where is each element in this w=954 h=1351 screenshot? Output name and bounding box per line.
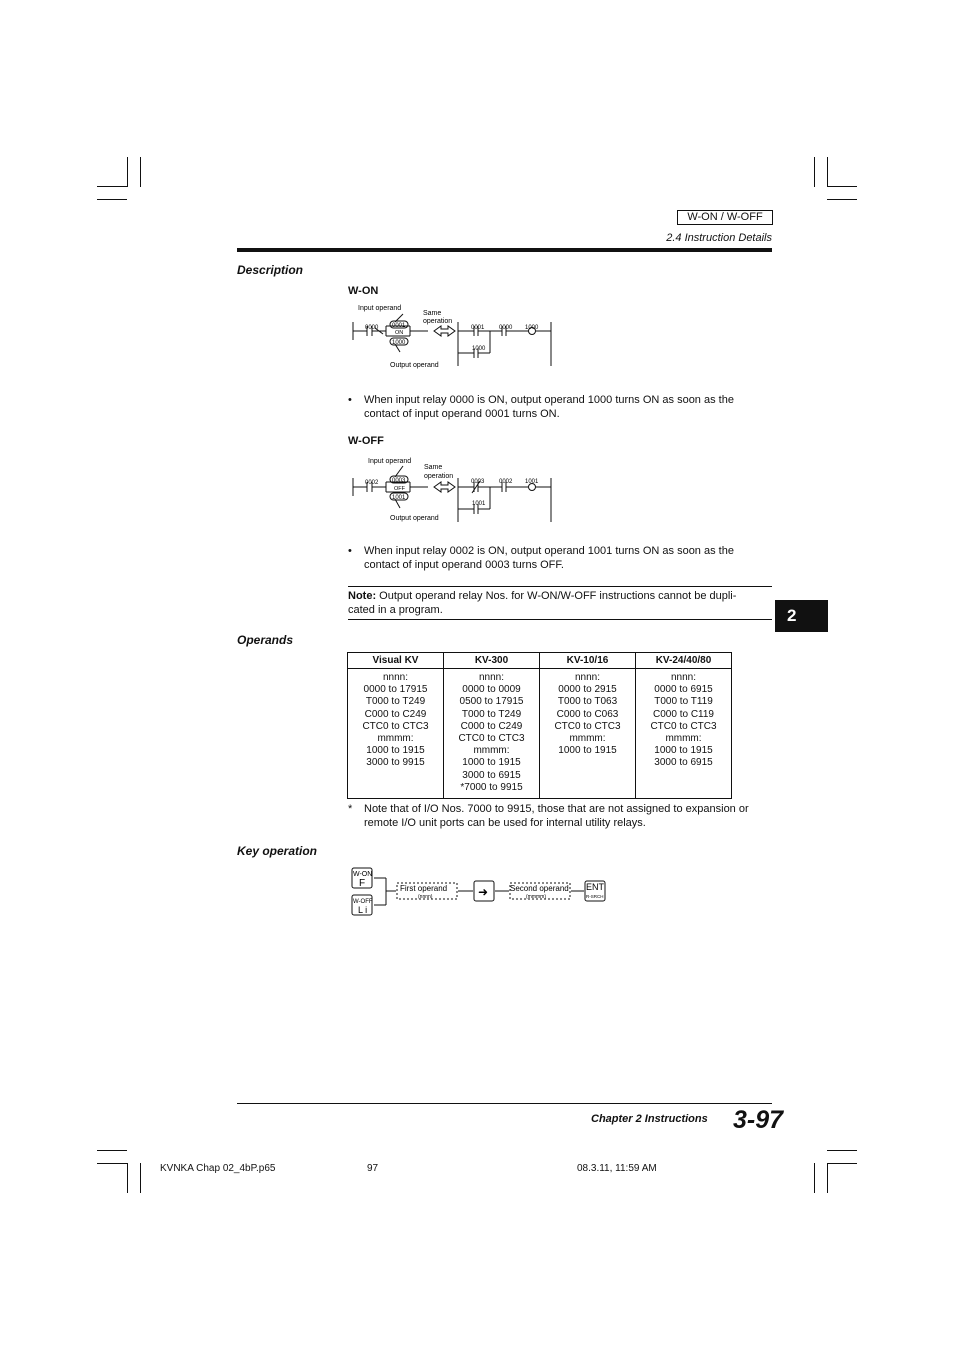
chapter-tab: 2 <box>775 600 828 632</box>
won-ladder-diagram <box>348 300 558 372</box>
key-ent-bottom: R-SRCH <box>586 894 604 899</box>
woff-eq-contact-1: 0003 <box>471 479 485 485</box>
first-operand-sub: (nnnn) <box>418 894 433 900</box>
woff-operand-out: 1001 <box>392 495 406 501</box>
woff-title: W-OFF <box>348 435 384 447</box>
woff-same-label-2: operation <box>424 473 454 480</box>
key-ent-top: ENT <box>586 882 604 892</box>
table-row <box>348 669 732 799</box>
footnote-mark: * <box>348 803 353 815</box>
second-operand-label: Second operand <box>510 884 569 893</box>
woff-same-label-1: Same <box>424 464 443 471</box>
header-instruction-box: W-ON / W-OFF <box>677 210 773 225</box>
operands-table <box>347 652 732 799</box>
won-output-label: Output operand <box>390 362 439 369</box>
won-bullet: • When input relay 0000 is ON, output operand 1000 turns ON as soon as the contact of input operand 0001 turns ON. <box>348 394 734 420</box>
won-input-label: Input operand <box>358 305 402 312</box>
table-header-row <box>348 653 732 669</box>
operands-heading: Operands <box>237 633 294 647</box>
footnote-line-2: remote I/O unit ports can be used for internal utility relays. <box>364 817 646 829</box>
won-same-label-2: operation <box>423 318 453 325</box>
table-cell: nnnn: 0000 to 17915 T000 to T249 C000 to C249 CTC0 to CTC3 mmmm: 1000 to 1915 3000 to 9915 <box>348 669 444 799</box>
key-woff-top: W-OFF <box>353 899 373 905</box>
won-operand-in: 0001 <box>392 323 406 329</box>
second-operand-sub: (mmmm) <box>526 894 546 900</box>
column-header: KV-24/40/80 <box>636 653 732 669</box>
won-title: W-ON <box>348 285 379 297</box>
key-operation-diagram <box>350 866 610 918</box>
operands-footnote <box>348 802 768 830</box>
note-box <box>348 586 772 620</box>
won-eq-contact-1: 0001 <box>471 325 485 331</box>
note-label: Note: <box>348 590 377 602</box>
won-relay-in: 0000 <box>365 325 379 331</box>
won-eq-coil: 1000 <box>525 325 539 331</box>
table-cell: nnnn: 0000 to 6915 T000 to T119 C000 to C119 CTC0 to CTC3 mmmm: 1000 to 1915 3000 to 6915 <box>636 669 732 799</box>
key-operation-heading: Key operation <box>237 844 318 858</box>
footer-rule <box>237 1103 772 1104</box>
print-file: KVNKA Chap 02_4bP.p65 <box>160 1163 276 1174</box>
arrow-right-icon: ➜ <box>478 885 489 899</box>
woff-operand-in: 0003 <box>392 478 406 484</box>
woff-eq-contact-2: 0002 <box>499 479 513 485</box>
won-operand-out: 1000 <box>392 340 406 346</box>
woff-instr: OFF <box>394 486 405 492</box>
won-eq-branch: 1000 <box>472 346 486 352</box>
print-date: 08.3.11, 11:59 AM <box>577 1163 657 1174</box>
woff-output-label: Output operand <box>390 515 439 522</box>
print-page: 97 <box>367 1163 379 1174</box>
same-operation-arrow-icon <box>434 326 455 336</box>
column-header: Visual KV <box>348 653 444 669</box>
header-rule <box>237 248 772 252</box>
table-cell: nnnn: 0000 to 2915 T000 to T063 C000 to C063 CTC0 to CTC3 mmmm: 1000 to 1915 <box>540 669 636 799</box>
woff-input-label: Input operand <box>368 458 412 465</box>
won-instr: ON <box>395 330 404 336</box>
table-cell: nnnn: 0000 to 0009 0500 to 17915 T000 to T249 C000 to C249 CTC0 to CTC3 mmmm: 1000 to 1915 3000 to 6915 *7000 to 9915 <box>444 669 540 799</box>
woff-ladder-diagram <box>348 452 558 524</box>
column-header: KV-300 <box>444 653 540 669</box>
note-line-1: Output operand relay Nos. for W-ON/W-OFF instructions cannot be dupli- <box>376 590 737 602</box>
woff-bullet: • When input relay 0002 is ON, output operand 1001 turns ON as soon as the contact of input operand 0003 turns OFF. <box>348 545 734 571</box>
woff-eq-coil: 1001 <box>525 479 539 485</box>
won-eq-contact-2: 0000 <box>499 325 513 331</box>
woff-eq-branch: 1001 <box>472 501 486 507</box>
key-won-top: W-ON <box>353 871 373 878</box>
note-line-2: cated in a program. <box>348 604 443 616</box>
column-header: KV-10/16 <box>540 653 636 669</box>
won-same-label-1: Same <box>423 310 442 317</box>
footnote-line-1: Note that of I/O Nos. 7000 to 9915, those that are not assigned to expansion or <box>364 803 749 815</box>
description-heading: Description <box>237 263 304 277</box>
first-operand-label: First operand <box>400 884 448 893</box>
page-number: 3-97 <box>733 1106 784 1134</box>
header-section-title: 2.4 Instruction Details <box>666 232 772 244</box>
key-won-bottom: F <box>359 878 366 889</box>
woff-relay-in: 0002 <box>365 480 379 486</box>
same-operation-arrow-icon <box>434 482 455 492</box>
footer-chapter: Chapter 2 Instructions <box>591 1113 708 1125</box>
key-woff-bottom: L i <box>358 905 368 915</box>
